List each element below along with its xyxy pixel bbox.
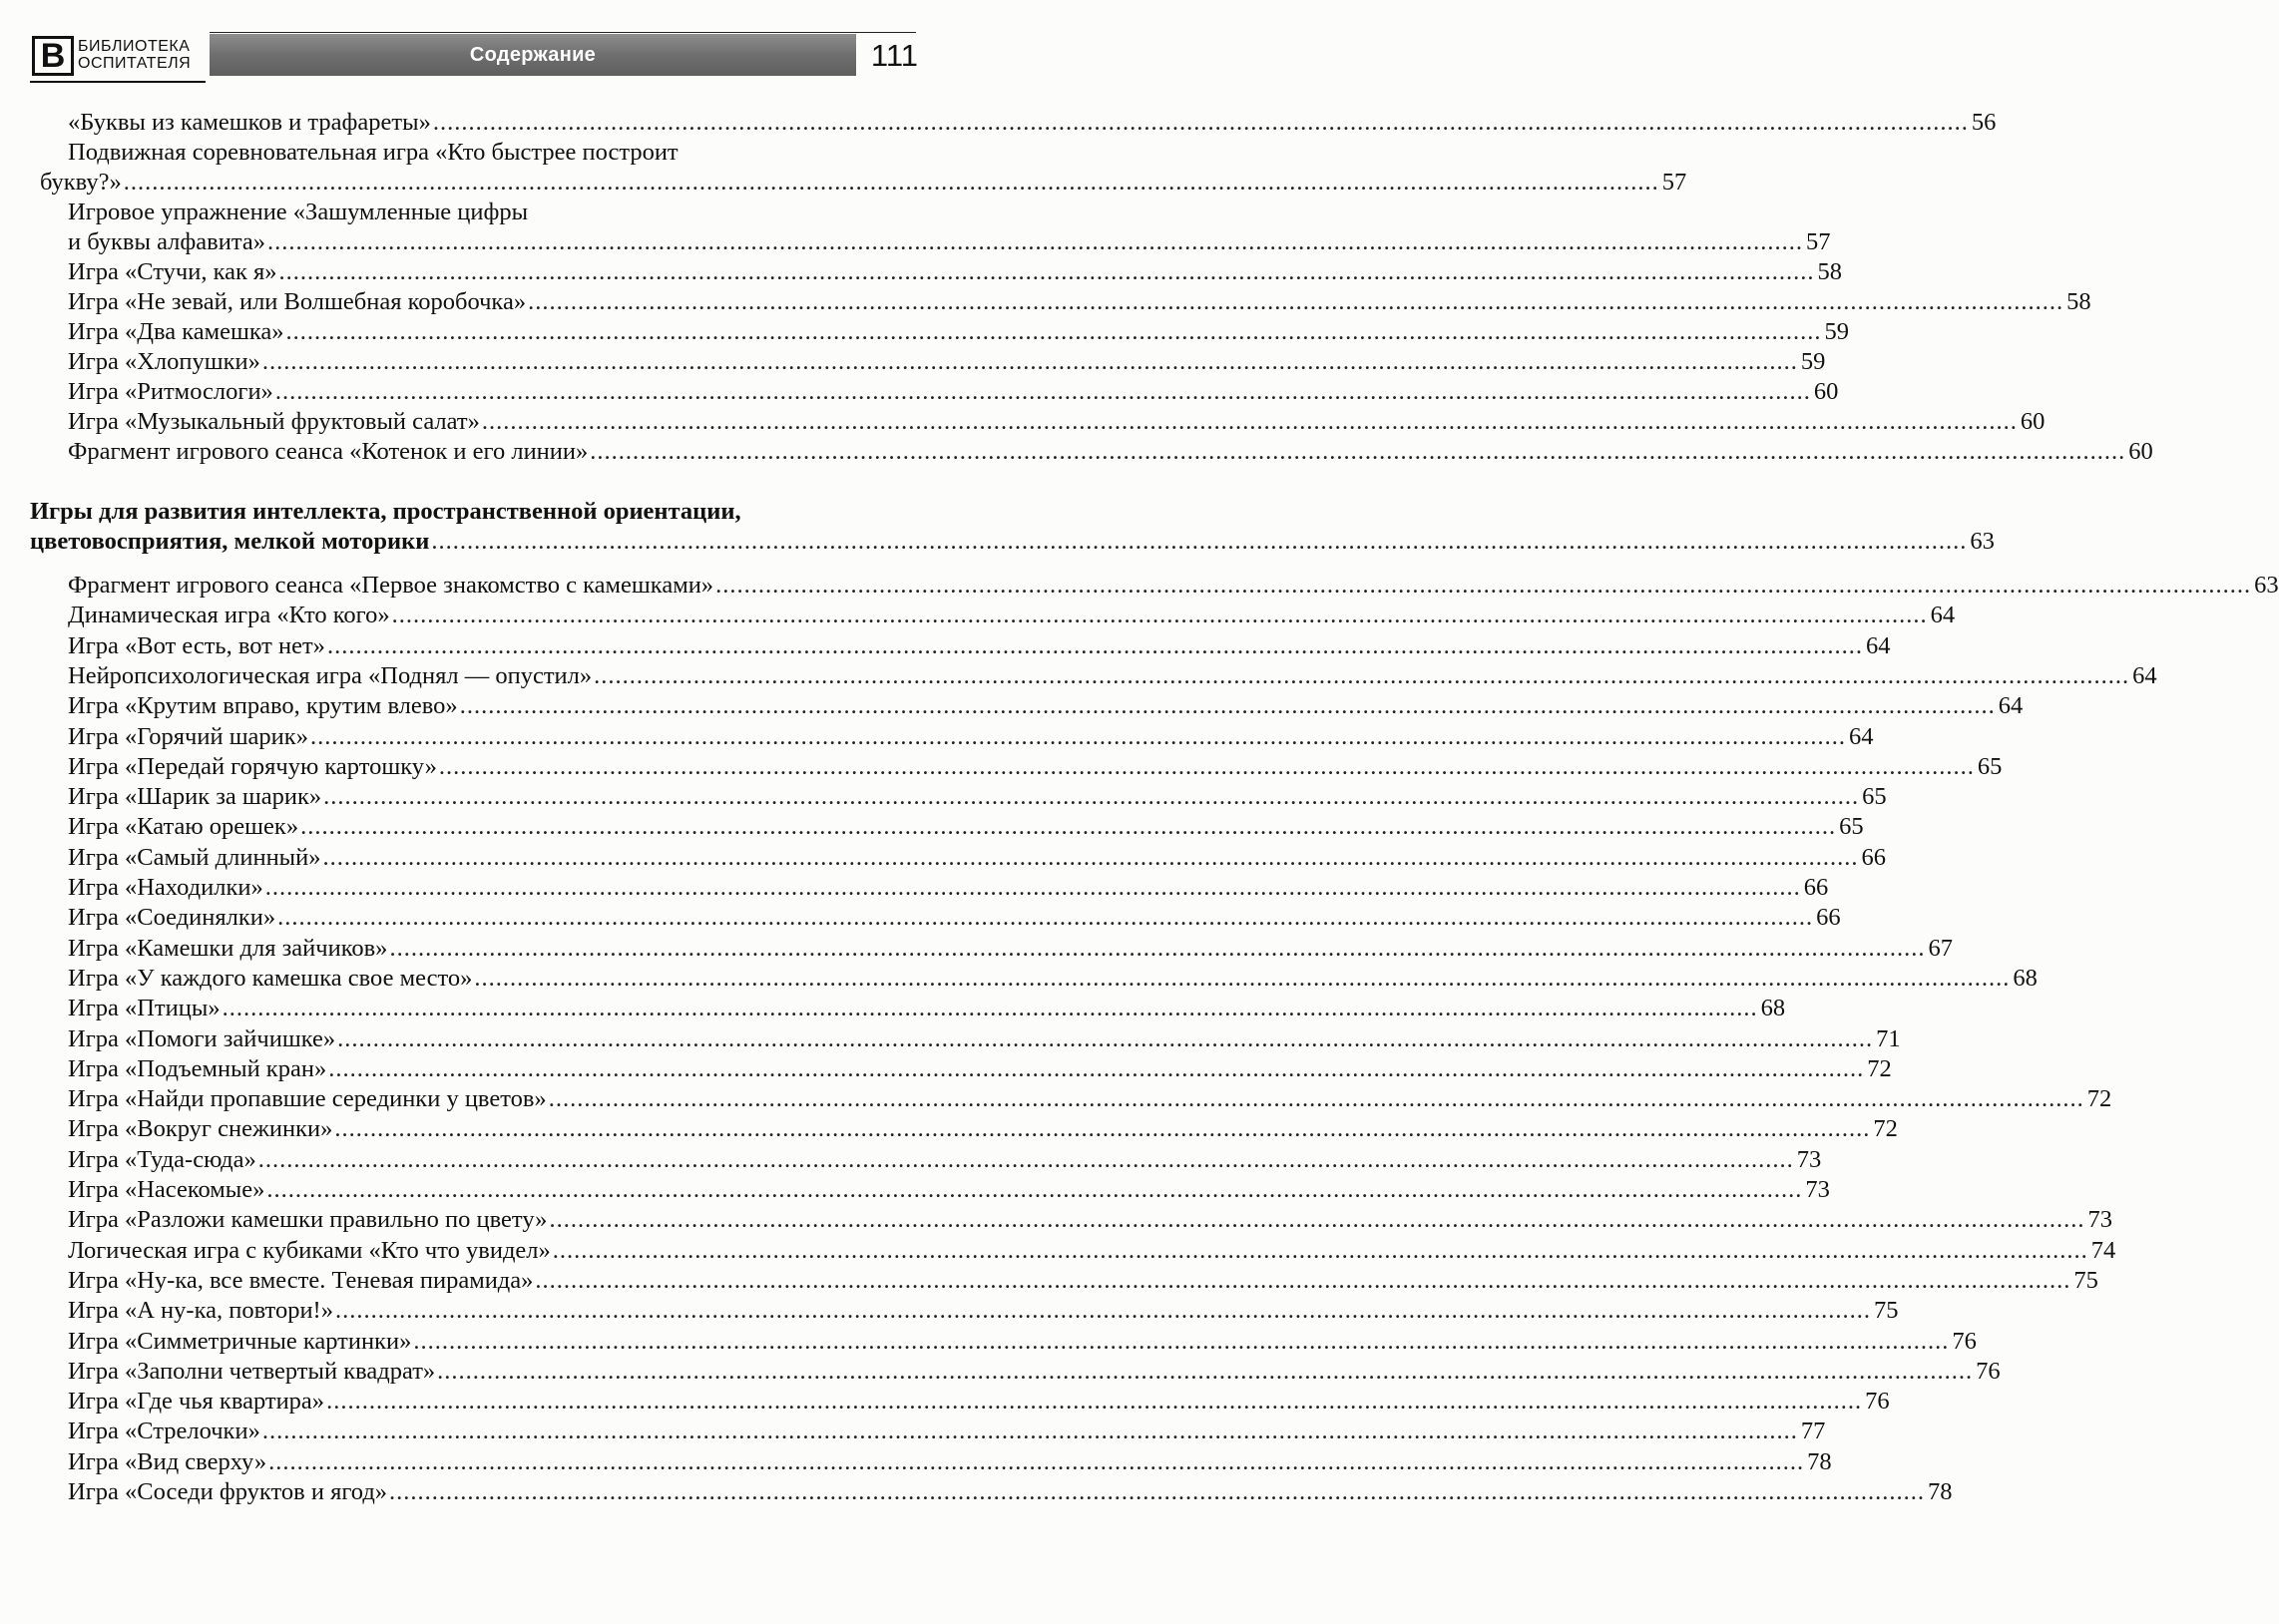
dot-leader: ........................................................................................................................................................................................................................ [261,1418,1798,1445]
section-heading-page: 63 [1970,528,1995,555]
dot-leader: ........................................................................................................................................................................................................................ [437,1357,1974,1385]
dot-leader: ........................................................................................................................................................................................................................ [431,528,1968,555]
toc-entry-page: 59 [1800,348,1826,375]
page-header [30,32,916,76]
dot-leader: ........................................................................................................................................................................................................................ [257,1145,1794,1173]
toc-entry [68,1296,1899,1326]
toc-entry-title: «Буквы из камешков и трафареты» [68,109,431,136]
toc-entry [68,1145,1822,1175]
toc-entry-page: 78 [1807,1447,1832,1475]
toc-entry-title: букву?» [40,169,122,196]
toc-entry-title: Игра «Вид сверху» [68,1447,267,1475]
toc-entry-title: Игра «А ну-ка, повтори!» [68,1297,333,1325]
dot-leader: ........................................................................................................................................................................................................................ [274,378,1811,405]
toc-entry [40,168,1687,198]
toc-entry [68,752,2003,782]
toc-entry [68,843,1887,873]
toc-entry-title: Игра «Где чья квартира» [68,1388,325,1416]
toc-entry [68,631,1891,661]
toc-entry-page: 60 [2128,438,2153,465]
dot-leader: ........................................................................................................................................................................................................................ [322,843,1859,871]
toc-entry-title-line1: Подвижная соревновательная игра «Кто быстрее построит [68,139,679,166]
series-logo-letter: В [32,36,74,76]
toc-entry-title: Игра «Соседи фруктов и ягод» [68,1478,388,1505]
toc-entry-page: 76 [1976,1357,2001,1385]
toc-entry-page: 74 [2090,1236,2116,1264]
toc-entry-page: 56 [1971,109,1997,136]
toc-entry-title: Игра «Заполни четвертый квадрат» [68,1357,436,1385]
toc-entry [68,691,2024,721]
dot-leader: ........................................................................................................................................................................................................................ [413,1327,1950,1355]
dot-leader: ........................................................................................................................................................................................................................ [548,1085,2084,1113]
dot-leader: ........................................................................................................................................................................................................................ [590,438,2126,465]
toc-entry [68,1084,2112,1114]
dot-leader: ........................................................................................................................................................................................................................ [337,1024,1874,1052]
toc-entry [68,1175,1830,1205]
dot-leader: ........................................................................................................................................................................................................................ [438,752,1975,780]
toc-entry [68,964,2038,994]
toc-entry-title: Игра «Симметричные картинки» [68,1327,412,1355]
dot-leader: ........................................................................................................................................................................................................................ [552,1236,2088,1264]
toc-entry-page: 66 [1816,904,1841,932]
dot-leader: ........................................................................................................................................................................................................................ [266,228,1803,255]
dot-leader: ........................................................................................................................................................................................................................ [268,1447,1805,1475]
toc-entry-page: 68 [1760,995,1786,1022]
toc-entry-title: Игра «Помоги зайчишке» [68,1024,336,1052]
toc-entry [68,1477,1953,1507]
logo-underline [30,81,206,83]
toc-entry-page: 73 [1805,1176,1830,1203]
toc-entry-page: 75 [2073,1266,2098,1294]
toc-entry-title: Игра «Насекомые» [68,1176,265,1203]
series-logo-line2: ОСПИТАТЕЛЯ [78,55,192,72]
toc-entry [68,317,1850,347]
dot-leader: ........................................................................................................................................................................................................................ [474,964,2011,992]
toc-entry [68,108,1997,138]
toc-entry [68,377,1839,407]
series-logo-line1: БИБЛИОТЕКА [78,38,191,55]
toc-entry-title: Игра «У каждого камешка свое место» [68,964,473,992]
toc-entry-page: 60 [1813,378,1839,405]
toc-entry-title: Фрагмент игрового сеанса «Первое знакомство с камешками» [68,572,714,599]
toc-entry-page: 67 [1928,934,1953,962]
toc-entry-page: 65 [1862,783,1887,811]
toc-entry-page: 72 [1867,1054,1892,1082]
toc-entry [68,601,1956,630]
dot-leader: ........................................................................................................................................................................................................................ [222,995,1758,1022]
toc-entry [68,661,2157,691]
toc-entry [68,934,1953,964]
toc-entry-page: 64 [1998,692,2024,720]
toc-entry-page: 76 [1865,1388,1890,1416]
toc-entry [68,1205,2112,1235]
dot-leader: ........................................................................................................................................................................................................................ [285,318,1822,345]
dot-leader: ........................................................................................................................................................................................................................ [389,934,1926,962]
toc-entry-page: 57 [1661,169,1687,196]
toc-entry-title: Игра «Вокруг снежинки» [68,1115,333,1143]
toc-entry-page: 60 [2020,408,2046,435]
toc-entry-title: Нейропсихологическая игра «Поднял — опустил» [68,661,593,689]
section-heading-line1: Игры для развития интеллекта, пространственной ориентации, [30,498,741,525]
toc-entry [68,1387,1890,1417]
toc-entry-page: 71 [1876,1024,1901,1052]
dot-leader: ........................................................................................................................................................................................................................ [261,348,1798,375]
toc-entry-page: 73 [2087,1206,2112,1234]
toc-entry-title: Игра «Катаю орешек» [68,813,299,841]
toc-entry-title: Игра «Находилки» [68,874,263,901]
dot-leader: ........................................................................................................................................................................................................................ [326,631,1863,659]
toc-entry-title: Игра «Разложи камешки правильно по цвету» [68,1206,548,1234]
toc-entry-title: Игра «Соединялки» [68,904,276,932]
dot-leader: ........................................................................................................................................................................................................................ [277,904,1814,932]
dot-leader: ........................................................................................................................................................................................................................ [535,1266,2071,1294]
toc-entry-title: Игра «Передай горячую картошку» [68,752,437,780]
toc-entry-page: 65 [1839,813,1864,841]
toc-entry-title: Игра «Ритмослоги» [68,378,273,405]
toc-entry-title: Игра «Хлопушки» [68,348,260,375]
toc-entry-page: 72 [1873,1115,1898,1143]
dot-leader: ........................................................................................................................................................................................................................ [528,288,2064,315]
dot-leader: ........................................................................................................................................................................................................................ [326,1388,1863,1416]
dot-leader: ........................................................................................................................................................................................................................ [481,408,2018,435]
toc-entry-page: 66 [1861,843,1887,871]
toc-entry-page: 64 [1848,722,1874,750]
series-logo-text [78,38,191,72]
dot-leader: ........................................................................................................................................................................................................................ [549,1206,2085,1234]
dot-leader: ........................................................................................................................................................................................................................ [715,572,2252,599]
toc-entry-title: Игра «Стучи, как я» [68,258,277,285]
toc-entry-title: Игра «Шарик за шарик» [68,783,322,811]
toc-entry [68,437,2153,467]
toc-entry [68,1447,1832,1477]
dot-leader: ........................................................................................................................................................................................................................ [264,874,1801,901]
toc-entry [68,873,1829,903]
toc-entry [68,812,1864,842]
toc-entry [68,287,2091,317]
toc-entry-title: Игра «Крутим вправо, крутим влево» [68,692,458,720]
section-heading-title: цветовосприятия, мелкой моторики [30,528,430,555]
toc-entry-page: 75 [1873,1297,1899,1325]
dot-leader: ........................................................................................................................................................................................................................ [323,783,1860,811]
toc-entry-title: Игра «Подъемный кран» [68,1054,327,1082]
header-bar [210,34,856,76]
toc-entry [68,1024,1901,1054]
toc-entry-page: 57 [1805,228,1831,255]
toc-entry-page: 64 [1930,602,1956,629]
toc-entry-title: Игра «Горячий шарик» [68,722,308,750]
toc-entry-title: Игра «Самый длинный» [68,843,321,871]
dot-leader: ........................................................................................................................................................................................................................ [459,692,1996,720]
toc-entry-title: Игра «Камешки для зайчиков» [68,934,388,962]
toc-entry [68,571,2279,601]
toc-entry-title-line1: Игровое упражнение «Зашумленные цифры [68,199,529,225]
toc-entry-title: Игра «Ну-ка, все вместе. Теневая пирамида» [68,1266,534,1294]
dot-leader: ........................................................................................................................................................................................................................ [278,258,1815,285]
dot-leader: ........................................................................................................................................................................................................................ [334,1115,1871,1143]
toc-entry-title: Игра «Туда-сюда» [68,1145,256,1173]
toc-entry-page: 64 [1865,631,1891,659]
toc-entry-page: 72 [2086,1085,2112,1113]
toc-entry-page: 66 [1803,874,1829,901]
toc-entry [68,1357,2001,1387]
toc-entry [68,1417,1826,1446]
dot-leader: ........................................................................................................................................................................................................................ [300,813,1837,841]
toc-entry-title: Игра «Не зевай, или Волшебная коробочка» [68,288,527,315]
toc-entry [68,227,1831,257]
toc-entry-title: Логическая игра с кубиками «Кто что увидел» [68,1236,551,1264]
toc-entry-page: 68 [2013,964,2038,992]
toc-entry [68,722,1874,752]
toc-entry-page: 58 [2066,288,2091,315]
toc-entry-title: Фрагмент игрового сеанса «Котенок и его линии» [68,438,589,465]
toc-entry-title: Игра «Найди пропавшие серединки у цветов» [68,1085,547,1113]
toc-entry-title: Игра «Птицы» [68,995,221,1022]
dot-leader: ........................................................................................................................................................................................................................ [309,722,1846,750]
toc-entry-page: 59 [1824,318,1850,345]
dot-leader: ........................................................................................................................................................................................................................ [389,1478,1926,1505]
running-title: Содержание [469,43,597,66]
toc-entry-title: Игра «Музыкальный фруктовый салат» [68,408,480,435]
dot-leader: ........................................................................................................................................................................................................................ [334,1297,1871,1325]
toc-entry-page: 58 [1817,258,1843,285]
toc-entry-title: Игра «Два камешка» [68,318,284,345]
dot-leader: ........................................................................................................................................................................................................................ [432,109,1969,136]
section-heading [30,527,1995,557]
toc-entry [68,782,1887,812]
toc-entry [68,1327,1977,1357]
toc-entry [68,407,2046,437]
toc-entry [68,347,1826,377]
dot-leader: ........................................................................................................................................................................................................................ [391,602,1928,629]
toc-entry-title: и буквы алфавита» [68,228,265,255]
dot-leader: ........................................................................................................................................................................................................................ [328,1054,1865,1082]
toc-entry [68,903,1841,933]
toc-entry-page: 77 [1800,1418,1826,1445]
toc-entry [68,1114,1898,1144]
toc-entry-page: 78 [1928,1478,1953,1505]
toc-entry-page: 63 [2254,572,2279,599]
toc-entry-page: 76 [1952,1327,1977,1355]
toc-entry-title: Игра «Стрелочки» [68,1418,260,1445]
toc-entry [68,1236,2116,1266]
toc-entry [68,1054,1892,1084]
toc-entry [68,257,1843,287]
dot-leader: ........................................................................................................................................................................................................................ [594,661,2130,689]
toc-entry [68,1266,2098,1296]
toc-entry-page: 64 [2132,661,2157,689]
dot-leader: ........................................................................................................................................................................................................................ [266,1176,1803,1203]
toc-entry-page: 65 [1977,752,2003,780]
toc-entry-title: Динамическая игра «Кто кого» [68,602,390,629]
toc-entry-page: 73 [1796,1145,1822,1173]
dot-leader: ........................................................................................................................................................................................................................ [123,169,1659,196]
page-number: 111 [870,38,918,73]
toc-entry [68,994,1786,1023]
toc-entry-title: Игра «Вот есть, вот нет» [68,631,325,659]
